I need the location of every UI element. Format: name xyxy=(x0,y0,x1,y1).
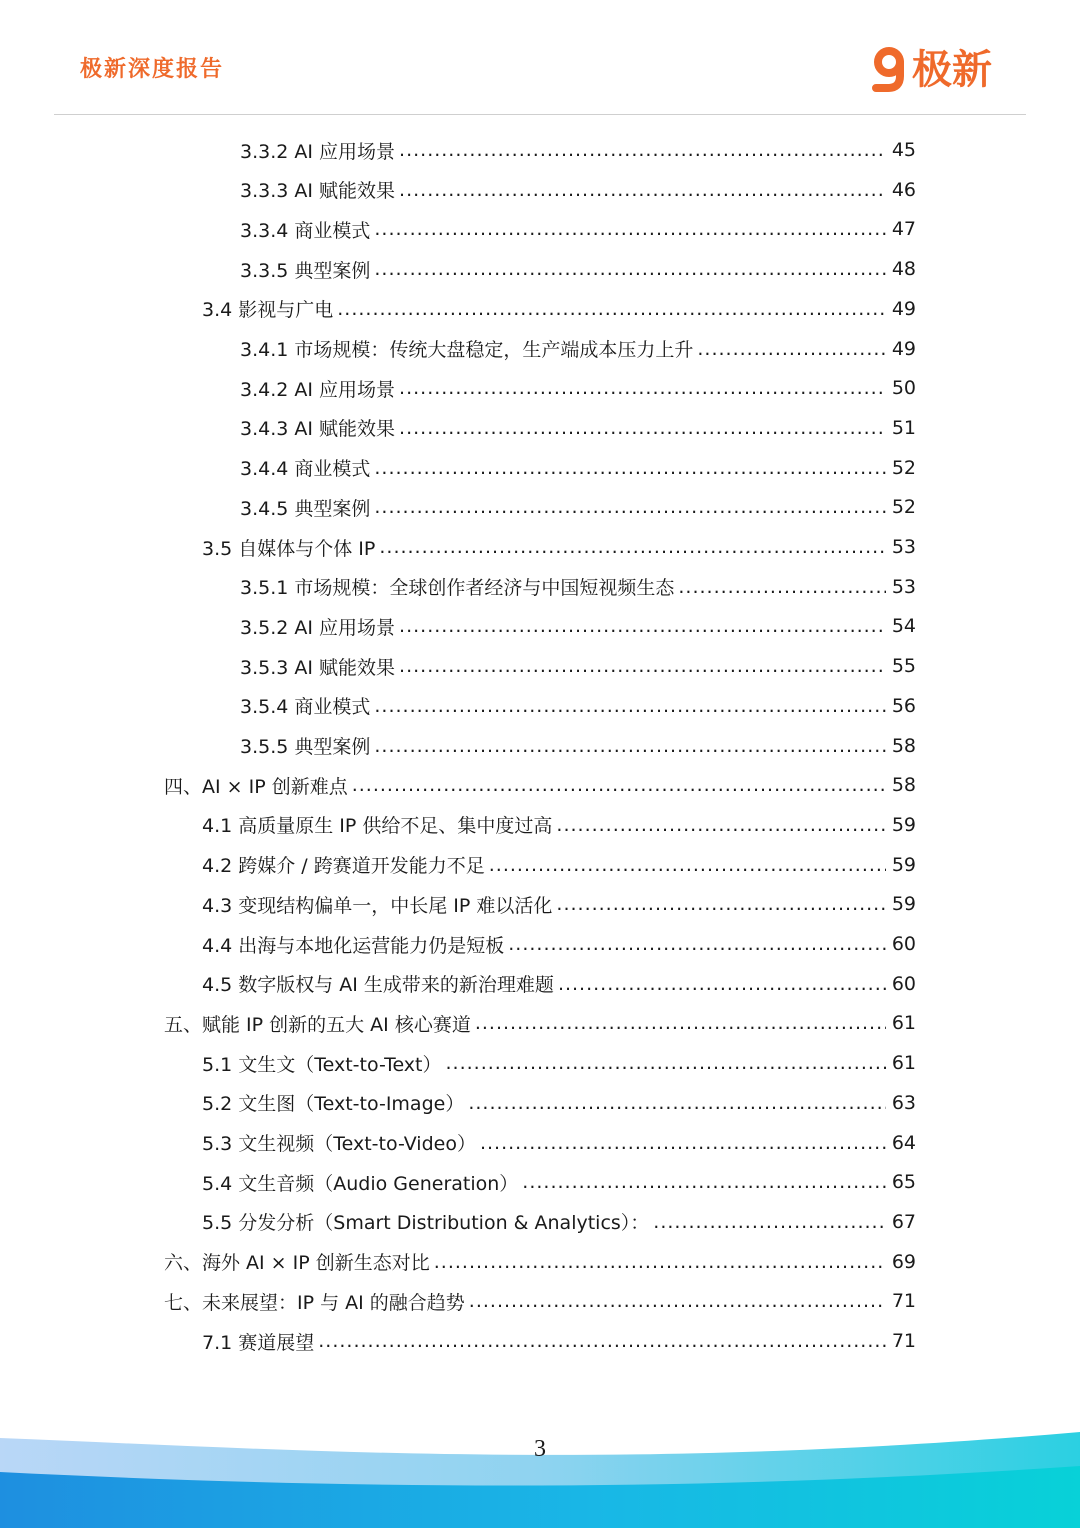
toc-entry-title: 4.4 出海与本地化运营能力仍是短板 xyxy=(202,934,505,957)
toc-entry-page: 61 xyxy=(891,1052,916,1075)
toc-entry-page: 52 xyxy=(891,496,916,519)
toc-entry-page: 45 xyxy=(891,139,916,161)
toc-entry-title: 3.4.2 AI 应用场景 xyxy=(240,378,396,401)
toc-dot-leader xyxy=(399,615,886,637)
toc-entry-title: 3.4.5 典型案例 xyxy=(240,497,371,520)
toc-entry[interactable] xyxy=(164,1242,916,1282)
toc-entry[interactable] xyxy=(202,1043,916,1083)
toc-dot-leader xyxy=(399,139,886,161)
toc-dot-leader xyxy=(469,1290,886,1312)
toc-entry-page: 65 xyxy=(891,1171,916,1194)
toc-entry-page: 52 xyxy=(891,456,916,479)
toc-entry-page: 59 xyxy=(891,853,916,876)
toc-entry-title: 六、海外 AI × IP 创新生态对比 xyxy=(164,1252,430,1275)
toc-dot-leader xyxy=(399,655,886,677)
report-series-title: 极新深度报告 xyxy=(80,56,225,82)
toc-entry-title: 7.1 赛道展望 xyxy=(202,1331,315,1354)
toc-entry-page: 58 xyxy=(891,734,916,757)
toc-dot-leader xyxy=(374,695,886,717)
toc-entry[interactable] xyxy=(240,448,916,488)
toc-entry[interactable] xyxy=(240,170,916,210)
toc-entry[interactable] xyxy=(202,964,916,1004)
toc-entry-page: 67 xyxy=(891,1210,916,1233)
toc-dot-leader xyxy=(697,338,886,360)
toc-entry[interactable] xyxy=(240,726,916,766)
toc-entry[interactable] xyxy=(164,765,916,805)
toc-entry-title: 3.5.3 AI 赋能效果 xyxy=(240,656,396,679)
toc-entry-title: 5.2 文生图（Text-to-Image） xyxy=(202,1093,465,1116)
toc-entry-title: 3.4.1 市场规模：传统大盘稳定，生产端成本压力上升 xyxy=(240,339,694,361)
toc-entry-page: 53 xyxy=(891,536,916,558)
toc-entry[interactable] xyxy=(202,924,916,964)
toc-entry-title: 3.4.4 商业模式 xyxy=(240,458,371,481)
toc-entry-page: 69 xyxy=(891,1250,916,1273)
toc-entry-page: 63 xyxy=(891,1091,916,1114)
toc-entry-title: 4.5 数字版权与 AI 生成带来的新治理难题 xyxy=(202,974,554,997)
toc-entry-page: 46 xyxy=(891,178,916,201)
toc-entry-title: 3.5 自媒体与个体 IP xyxy=(202,537,376,560)
toc-entry[interactable] xyxy=(202,1083,916,1123)
toc-entry-page: 71 xyxy=(891,1290,916,1313)
toc-entry-title: 五、赋能 IP 创新的五大 AI 核心赛道 xyxy=(164,1013,471,1036)
toc-entry-page: 55 xyxy=(891,655,916,678)
logo-mark-icon xyxy=(870,46,910,92)
toc-entry[interactable] xyxy=(202,289,916,329)
toc-dot-leader xyxy=(556,814,886,836)
toc-entry-title: 4.3 变现结构偏单一，中长尾 IP 难以活化 xyxy=(202,894,553,917)
toc-entry-page: 59 xyxy=(891,813,916,836)
toc-entry-page: 53 xyxy=(891,575,916,598)
toc-entry-title: 3.5.4 商业模式 xyxy=(240,696,371,719)
toc-entry-title: 4.1 高质量原生 IP 供给不足、集中度过高 xyxy=(202,815,553,838)
toc-entry[interactable] xyxy=(240,487,916,527)
toc-entry[interactable] xyxy=(240,686,916,726)
toc-dot-leader xyxy=(678,576,886,598)
toc-dot-leader xyxy=(352,774,886,796)
toc-dot-leader xyxy=(556,893,886,915)
toc-entry[interactable] xyxy=(240,249,916,289)
toc-entry-title: 3.4 影视与广电 xyxy=(202,299,334,322)
toc-dot-leader xyxy=(399,417,886,439)
toc-entry-title: 3.5.2 AI 应用场景 xyxy=(240,616,396,639)
toc-entry-title: 5.4 文生音频（Audio Generation） xyxy=(202,1172,519,1195)
toc-entry[interactable] xyxy=(202,1162,916,1202)
toc-dot-leader xyxy=(337,298,886,320)
toc-entry-page: 54 xyxy=(891,615,916,638)
toc-entry-page: 49 xyxy=(891,297,916,320)
toc-entry-title: 四、AI × IP 创新难点 xyxy=(164,775,348,798)
toc-dot-leader xyxy=(508,933,886,955)
logo-text: 极新 xyxy=(912,47,992,93)
toc-dot-leader xyxy=(374,258,886,280)
toc-entry[interactable] xyxy=(202,1123,916,1163)
toc-dot-leader xyxy=(374,457,886,479)
toc-dot-leader xyxy=(558,973,886,995)
toc-entry[interactable] xyxy=(202,527,916,567)
toc-entry[interactable] xyxy=(202,845,916,885)
toc-entry-title: 3.3.3 AI 赋能效果 xyxy=(240,180,396,203)
toc-entry-page: 49 xyxy=(891,337,916,360)
toc-entry[interactable] xyxy=(164,1003,916,1043)
toc-dot-leader xyxy=(399,377,886,399)
toc-dot-leader xyxy=(653,1211,886,1233)
toc-entry-title: 5.5 分发分析（Smart Distribution & Analytics）： xyxy=(202,1212,650,1235)
toc-dot-leader xyxy=(480,1132,886,1154)
toc-entry-page: 59 xyxy=(891,893,916,916)
page-number: 3 xyxy=(534,1436,546,1462)
toc-entry-title: 3.3.4 商业模式 xyxy=(240,219,371,242)
toc-entry[interactable] xyxy=(240,209,916,249)
toc-entry[interactable] xyxy=(240,646,916,686)
toc-dot-leader xyxy=(446,1052,886,1074)
toc-dot-leader xyxy=(475,1012,886,1034)
toc-entry-page: 58 xyxy=(891,774,916,797)
toc-entry-page: 60 xyxy=(891,933,916,955)
toc-entry-page: 61 xyxy=(891,1012,916,1035)
toc-entry-title: 5.1 文生文（Text-to-Text） xyxy=(202,1053,442,1076)
toc-entry-title: 3.5.5 典型案例 xyxy=(240,736,371,758)
toc-entry-page: 56 xyxy=(891,694,916,717)
toc-entry[interactable] xyxy=(202,805,916,845)
toc-dot-leader xyxy=(489,854,886,876)
toc-dot-leader xyxy=(434,1251,886,1273)
toc-dot-leader xyxy=(522,1171,886,1193)
toc-dot-leader xyxy=(399,179,886,201)
toc-dot-leader xyxy=(374,218,886,240)
toc-entry[interactable] xyxy=(202,884,916,924)
brand-logo xyxy=(868,42,1008,98)
toc-entry-title: 3.4.3 AI 赋能效果 xyxy=(240,418,396,441)
toc-entry-title: 七、未来展望：IP 与 AI 的融合趋势 xyxy=(164,1291,465,1314)
toc-entry-title: 3.3.2 AI 应用场景 xyxy=(240,140,396,163)
toc-entry[interactable] xyxy=(202,1321,916,1361)
toc-entry-title: 3.3.5 典型案例 xyxy=(240,259,371,282)
toc-dot-leader xyxy=(374,735,886,757)
toc-entry-page: 47 xyxy=(891,218,916,241)
toc-entry-page: 64 xyxy=(891,1131,916,1154)
toc-entry-title: 4.2 跨媒介 / 跨赛道开发能力不足 xyxy=(202,855,485,878)
toc-dot-leader xyxy=(379,536,886,558)
toc-entry-page: 51 xyxy=(891,416,916,439)
toc-entry[interactable] xyxy=(202,1202,916,1242)
toc-entry-title: 3.5.1 市场规模：全球创作者经济与中国短视频生态 xyxy=(240,577,675,600)
header-divider xyxy=(54,114,1026,115)
toc-entry[interactable] xyxy=(164,1281,916,1321)
toc-entry[interactable] xyxy=(240,368,916,408)
toc-entry[interactable] xyxy=(240,606,916,646)
toc-entry-page: 50 xyxy=(891,377,916,400)
toc-entry[interactable] xyxy=(240,329,916,369)
toc-entry-title: 5.3 文生视频（Text-to-Video） xyxy=(202,1133,476,1155)
toc-entry[interactable] xyxy=(240,567,916,607)
toc-entry-page: 71 xyxy=(891,1330,916,1352)
toc-entry[interactable] xyxy=(240,130,916,170)
toc-dot-leader xyxy=(374,496,886,518)
toc-entry-page: 60 xyxy=(891,972,916,995)
toc-dot-leader xyxy=(318,1330,886,1352)
toc-dot-leader xyxy=(468,1092,886,1114)
toc-entry-page: 48 xyxy=(891,258,916,281)
toc-entry[interactable] xyxy=(240,408,916,448)
